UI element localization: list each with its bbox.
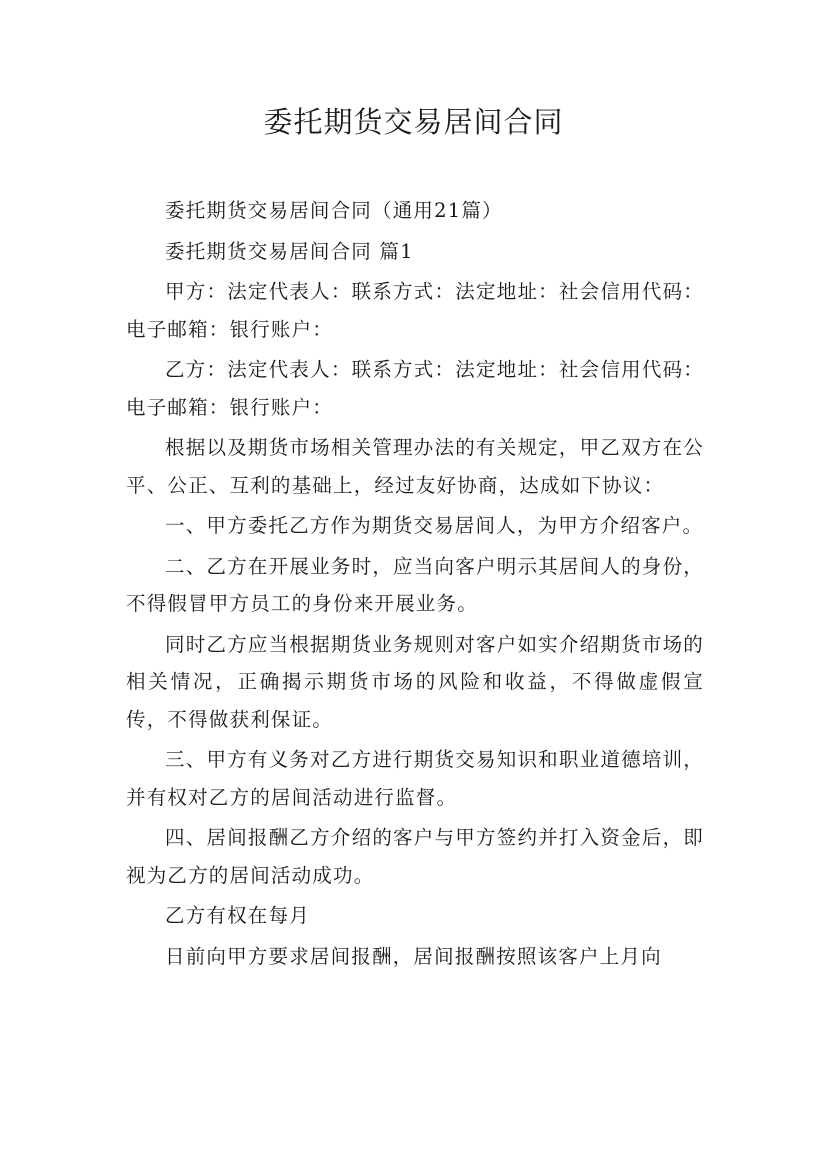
paragraph-section-heading: 委托期货交易居间合同 篇1 bbox=[165, 239, 414, 263]
paragraph-party-b: 乙方：法定代表人：联系方式：法定地址：社会信用代码：电子邮箱：银行账户： bbox=[126, 358, 704, 419]
paragraph-party-a: 甲方：法定代表人：联系方式：法定地址：社会信用代码：电子邮箱：银行账户： bbox=[126, 280, 704, 341]
paragraph-preamble: 根据以及期货市场相关管理办法的有关规定，甲乙双方在公平、公正、互利的基础上，经过友好协商，达成如下协议： bbox=[126, 436, 704, 497]
paragraph-clause-4-monthly: 乙方有权在每月 bbox=[165, 904, 310, 927]
document-body bbox=[126, 192, 704, 978]
paragraph-clause-2: 二、乙方在开展业务时，应当向客户明示其居间人的身份，不得假冒甲方员工的身份来开展业务。 bbox=[126, 554, 704, 615]
paragraph-subtitle: 委托期货交易居间合同（通用21篇） bbox=[165, 199, 503, 222]
document-title: 委托期货交易居间合同 bbox=[263, 105, 564, 139]
paragraph-clause-4-remuneration: 日前向甲方要求居间报酬，居间报酬按照该客户上月向 bbox=[165, 944, 662, 968]
paragraph-clause-1: 一、甲方委托乙方作为期货交易居间人，为甲方介绍客户。 bbox=[165, 514, 704, 537]
paragraph-clause-4: 四、居间报酬乙方介绍的客户与甲方签约并打入资金后，即视为乙方的居间活动成功。 bbox=[126, 826, 704, 887]
paragraph-clause-2-continued: 同时乙方应当根据期货业务规则对客户如实介绍期货市场的相关情况，正确揭示期货市场的风险和收益，不得做虚假宣传，不得做获利保证。 bbox=[126, 632, 704, 731]
paragraph-clause-3: 三、甲方有义务对乙方进行期货交易知识和职业道德培训，并有权对乙方的居间活动进行监督。 bbox=[126, 748, 704, 809]
